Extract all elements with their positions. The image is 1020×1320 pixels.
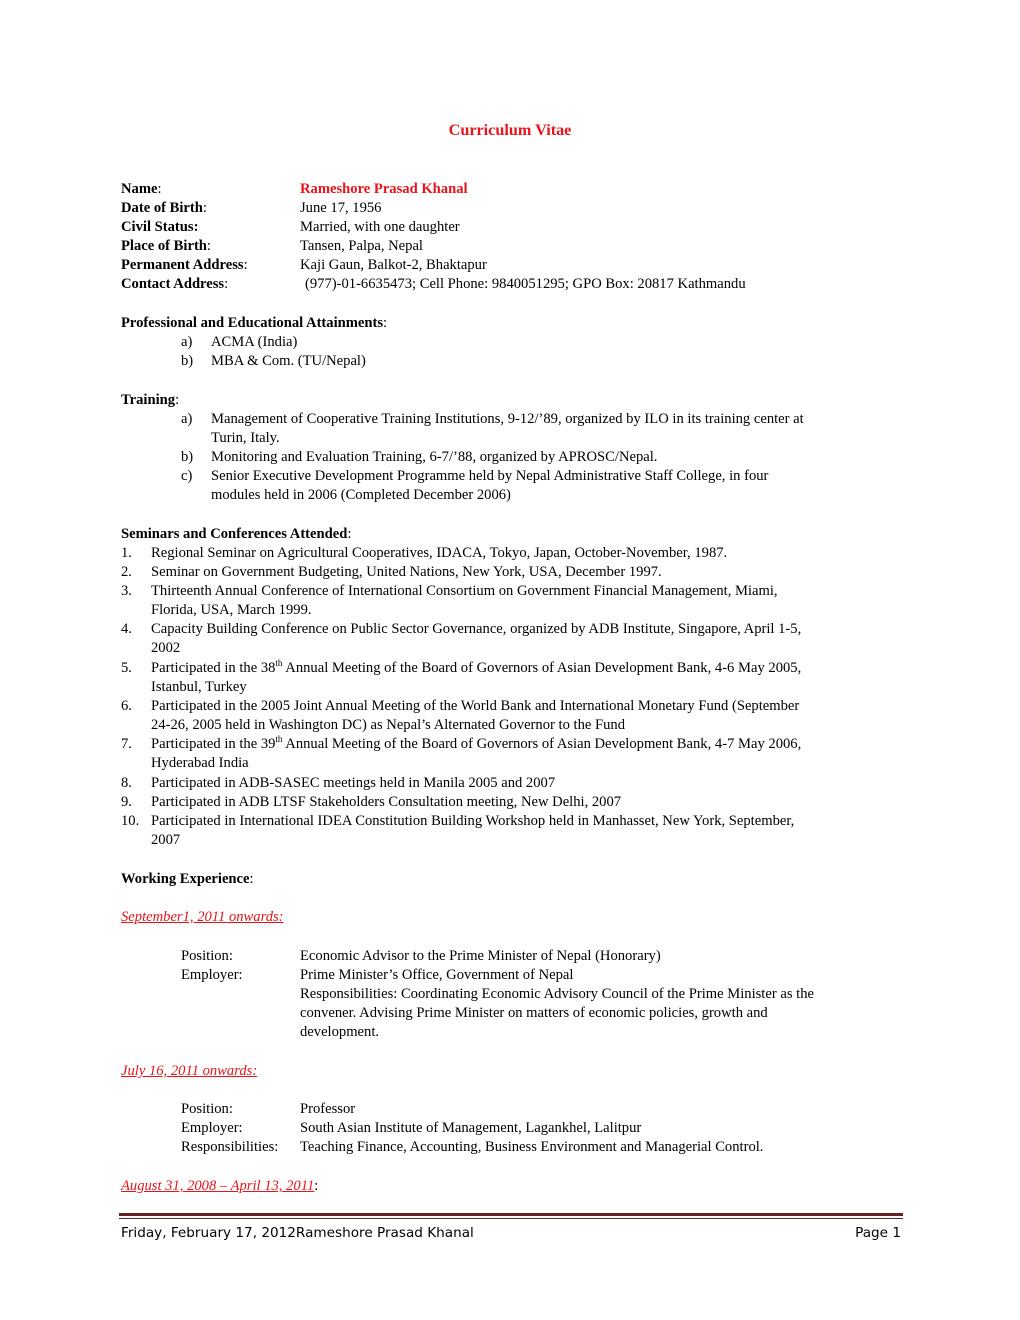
employer-label: Employer: [181, 967, 243, 983]
list-marker: 2. [121, 564, 132, 580]
document-title: Curriculum Vitae [448, 121, 572, 139]
list-marker: b) [181, 449, 194, 465]
dob-value: June 17, 1956 [300, 200, 382, 216]
job-period: July 16, 2011 onwards: [121, 1063, 258, 1079]
list-marker: 7. [121, 736, 132, 752]
list-item-line: Istanbul, Turkey [151, 679, 247, 695]
permanent-address-label: Permanent Address: [121, 257, 248, 273]
training-heading: Training: [121, 392, 180, 408]
responsibilities-line: Responsibilities: Coordinating Economic Advisory Council of the Prime Minister as the [300, 986, 814, 1002]
civil-status-label: Civil Status: [121, 219, 199, 235]
list-item-line: Monitoring and Evaluation Training, 6-7/’88, organized by APROSC/Nepal. [211, 449, 658, 465]
list-item-line: Hyderabad India [151, 755, 249, 771]
list-item-line: Management of Cooperative Training Institutions, 9-12/’89, organized by ILO in its training center at [211, 411, 804, 427]
list-item-line: Participated in the 38th Annual Meeting of the Board of Governors of Asian Development Bank, 4-6 May 2005, [151, 658, 802, 676]
footer-rule [119, 1213, 903, 1216]
list-marker: 4. [121, 621, 132, 637]
list-marker: c) [181, 468, 193, 484]
footer-left-text: Friday, February 17, 2012Rameshore Prasad Khanal [121, 1225, 474, 1241]
list-item-line: 24-26, 2005 held in Washington DC) as Nepal’s Alternated Governor to the Fund [151, 717, 625, 733]
list-item-line: 2007 [151, 832, 181, 848]
list-item-line: Thirteenth Annual Conference of International Consortium on Government Financial Management, Miami, [151, 583, 778, 599]
place-of-birth-label: Place of Birth: [121, 238, 211, 254]
position-value: Professor [300, 1101, 356, 1117]
position-value: Economic Advisor to the Prime Minister of Nepal (Honorary) [300, 948, 661, 964]
list-marker: 6. [121, 698, 132, 714]
employer-label: Employer: [181, 1120, 243, 1136]
responsibilities-line: development. [300, 1024, 380, 1040]
responsibilities-line: convener. Advising Prime Minister on matters of economic policies, growth and [300, 1005, 768, 1021]
responsibilities-label: Responsibilities: [181, 1139, 279, 1155]
list-item: ACMA (India) [211, 334, 298, 350]
list-item-line: Participated in ADB LTSF Stakeholders Consultation meeting, New Delhi, 2007 [151, 794, 622, 810]
employer-value: South Asian Institute of Management, Lagankhel, Lalitpur [300, 1120, 642, 1136]
list-item-line: modules held in 2006 (Completed December 2006) [211, 487, 511, 503]
contact-address-value: (977)-01-6635473; Cell Phone: 9840051295; GPO Box: 20817 Kathmandu [305, 276, 746, 292]
list-marker: 8. [121, 775, 132, 791]
list-marker: a) [181, 411, 193, 427]
list-marker: a) [181, 334, 193, 350]
list-item-line: Regional Seminar on Agricultural Cooperatives, IDACA, Tokyo, Japan, October-November, 1987. [151, 545, 728, 561]
name-value: Rameshore Prasad Khanal [300, 181, 468, 197]
name-label: Name: [121, 181, 162, 197]
list-item-line: Participated in ADB-SASEC meetings held in Manila 2005 and 2007 [151, 775, 556, 791]
position-label: Position: [181, 948, 233, 964]
list-item-line: Senior Executive Development Programme held by Nepal Administrative Staff College, in four [211, 468, 769, 484]
list-item-line: Participated in the 2005 Joint Annual Meeting of the World Bank and International Monetary Fund (September [151, 698, 800, 714]
list-item-line: Seminar on Government Budgeting, United Nations, New York, USA, December 1997. [151, 564, 662, 580]
list-item-line: Participated in International IDEA Constitution Building Workshop held in Manhasset, New York, September, [151, 813, 795, 829]
place-of-birth-value: Tansen, Palpa, Nepal [300, 238, 423, 254]
list-item-line: Florida, USA, March 1999. [151, 602, 312, 618]
employer-value: Prime Minister’s Office, Government of Nepal [300, 967, 574, 983]
list-marker: b) [181, 353, 194, 369]
list-marker: 9. [121, 794, 132, 810]
list-item-line: Participated in the 39th Annual Meeting of the Board of Governors of Asian Development Bank, 4-7 May 2006, [151, 734, 802, 752]
position-label: Position: [181, 1101, 233, 1117]
list-item: MBA & Com. (TU/Nepal) [211, 353, 366, 369]
list-item-line: Turin, Italy. [211, 430, 280, 446]
civil-status-value: Married, with one daughter [300, 219, 460, 235]
responsibilities-value: Teaching Finance, Accounting, Business Environment and Managerial Control. [300, 1139, 764, 1155]
list-marker: 1. [121, 545, 132, 561]
seminars-heading: Seminars and Conferences Attended: [121, 526, 352, 542]
dob-label: Date of Birth: [121, 200, 207, 216]
list-marker: 5. [121, 660, 132, 676]
footer-page-number: Page 1 [855, 1225, 901, 1241]
experience-heading: Working Experience: [121, 871, 254, 887]
list-item-line: 2002 [151, 640, 181, 656]
job-period: August 31, 2008 – April 13, 2011: [121, 1178, 319, 1194]
permanent-address-value: Kaji Gaun, Balkot-2, Bhaktapur [300, 257, 487, 273]
contact-address-label: Contact Address: [121, 276, 229, 292]
footer-rule-thin [119, 1218, 903, 1219]
list-item-line: Capacity Building Conference on Public Sector Governance, organized by ADB Institute, Singapore, April 1-5, [151, 621, 802, 637]
list-marker: 10. [121, 813, 140, 829]
attainments-heading: Professional and Educational Attainments: [121, 315, 388, 331]
list-marker: 3. [121, 583, 132, 599]
job-period: September1, 2011 onwards: [121, 909, 284, 925]
